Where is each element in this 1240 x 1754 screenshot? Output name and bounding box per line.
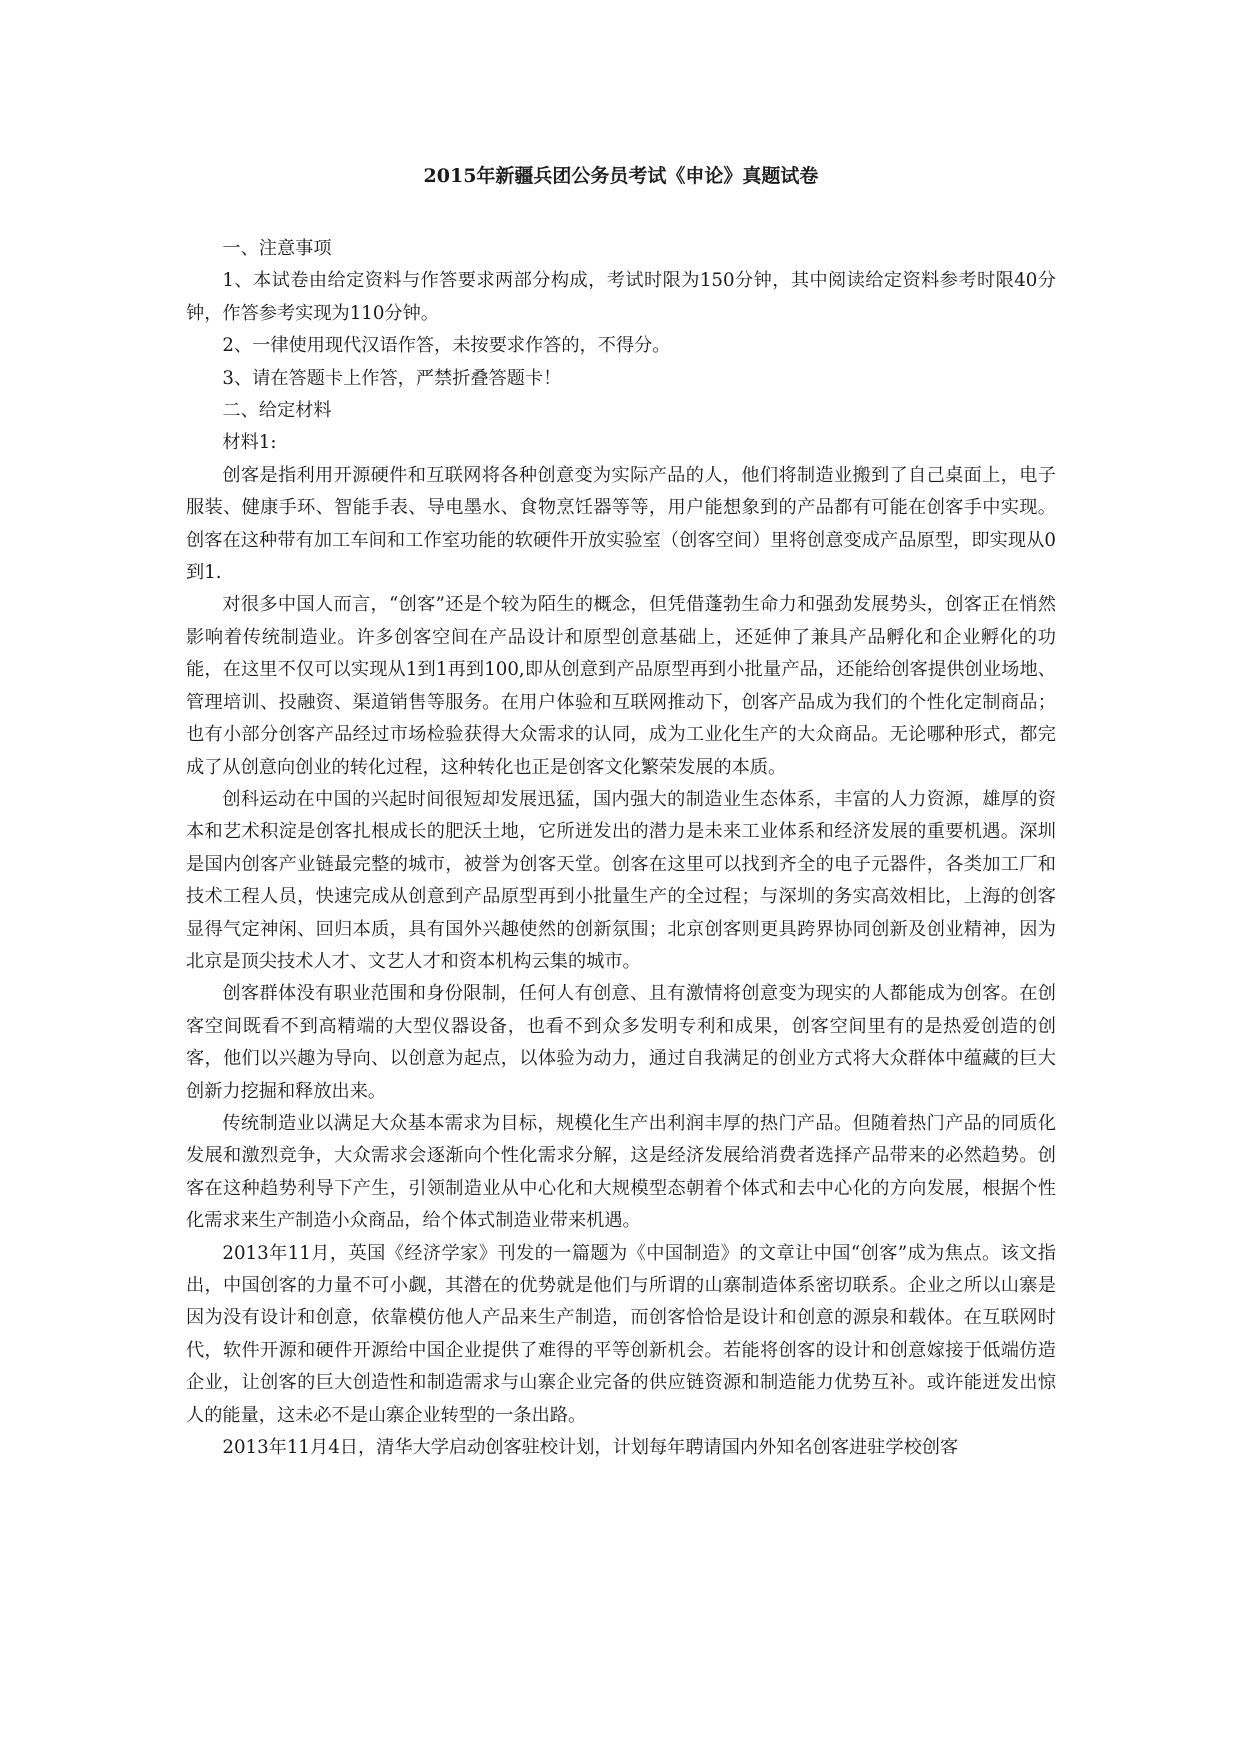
notice-heading: 一、注意事项 — [222, 238, 332, 259]
materials-heading: 二、给定材料 — [222, 400, 332, 422]
body-paragraph: 对很多中国人而言，“创客”还是个较为陌生的概念，但凭借蓬勃生命力和强劲发展势头，创客正在悄然影响着传统制造业。许多创客空间在产品设计和原型创意基础上，还延伸了兼具产品孵化和企业孵化的功能，在这里不仅可以实现从1到1再到100,即从创意到产品原型再到小批量产品，还能给创客提供创业场地、管理培训、投融资、渠道销售等服务。在用户体验和互联网推动下，创客产品成为我们的个性化定制商品；也有小部分创客产品经过市场检验获得大众需求的认同，成为工业化生产的大众商品。无论哪种形式，都完成了从创意向创业的转化过程，这种转化也正是创客文化繁荣发展的本质。 — [186, 594, 1056, 778]
body-paragraph: 创客群体没有职业范围和身份限制，任何人有创意、且有激情将创意变为现实的人都能成为创客。在创客空间既看不到高精端的大型仪器设备，也看不到众多发明专利和成果，创客空间里有的是热爱创造的创客，他们以兴趣为导向、以创意为起点，以体验为动力，通过自我满足的创业方式将大众群体中蕴藏的巨大创新力挖掘和释放出来。 — [186, 983, 1056, 1102]
body-paragraph: 2013年11月，英国《经济学家》刊发的一篇题为《中国制造》的文章让中国“创客”成为焦点。该文指出，中国创客的力量不可小觑，其潜在的优势就是他们与所谓的山寨制造体系密切联系。企业之所以山寨是因为没有设计和创意，依靠模仿他人产品来生产制造，而创客恰恰是设计和创意的源泉和载体。在互联网时代，软件开源和硬件开源给中国企业提供了难得的平等创新机会。若能将创客的设计和创意嫁接于低端仿造企业，让创客的巨大创造性和制造需求与山寨企业完备的供应链资源和制造能力优势互补。或许能迸发出惊人的能量，这未必不是山寨企业转型的一条出路。 — [186, 1242, 1056, 1426]
document-title: 2015年新疆兵团公务员考试《申论》真题试卷 — [423, 165, 819, 187]
document-body — [186, 233, 1056, 1464]
body-paragraph: 2013年11月4日，清华大学启动创客驻校计划，计划每年聘请国内外知名创客进驻学校创客 — [222, 1437, 959, 1459]
notice-item-1: 1、本试卷由给定资料与作答要求两部分构成，考试时限为150分钟，其中阅读给定资料参考时限40分钟，作答参考实现为110分钟。 — [186, 270, 1056, 324]
notice-item-2: 2、一律使用现代汉语作答，未按要求作答的，不得分。 — [222, 335, 671, 357]
body-paragraph: 创科运动在中国的兴起时间很短却发展迅猛，国内强大的制造业生态体系，丰富的人力资源，雄厚的资本和艺术积淀是创客扎根成长的肥沃土地，它所迸发出的潜力是未来工业体系和经济发展的重要机遇。深圳是国内创客产业链最完整的城市，被誉为创客天堂。创客在这里可以找到齐全的电子元器件，各类加工厂和技术工程人员，快速完成从创意到产品原型再到小批量生产的全过程；与深圳的务实高效相比，上海的创客显得气定神闲、回归本质，具有国外兴趣使然的创新氛围；北京创客则更具跨界协同创新及创业精神，因为北京是顶尖技术人才、文艺人才和资本机构云集的城市。 — [186, 788, 1056, 972]
body-paragraph: 创客是指利用开源硬件和互联网将各种创意变为实际产品的人，他们将制造业搬到了自己桌面上，电子服装、健康手环、智能手表、导电墨水、食物烹饪器等等，用户能想象到的产品都有可能在创客手中实现。创客在这种带有加工车间和工作室功能的软硬件开放实验室（创客空间）里将创意变成产品原型，即实现从0到1. — [186, 464, 1056, 584]
material-1-label: 材料1: — [222, 432, 277, 454]
document-page — [186, 0, 1056, 1464]
body-paragraph: 传统制造业以满足大众基本需求为目标，规模化生产出利润丰厚的热门产品。但随着热门产品的同质化发展和激烈竞争，大众需求会逐渐向个性化需求分解，这是经济发展给消费者选择产品带来的必然趋势。创客在这种趋势利导下产生，引领制造业从中心化和大规模型态朝着个体式和去中心化的方向发展，根据个性化需求来生产制造小众商品，给个体式制造业带来机遇。 — [186, 1112, 1056, 1232]
notice-item-3: 3、请在答题卡上作答，严禁折叠答题卡！ — [222, 367, 562, 389]
